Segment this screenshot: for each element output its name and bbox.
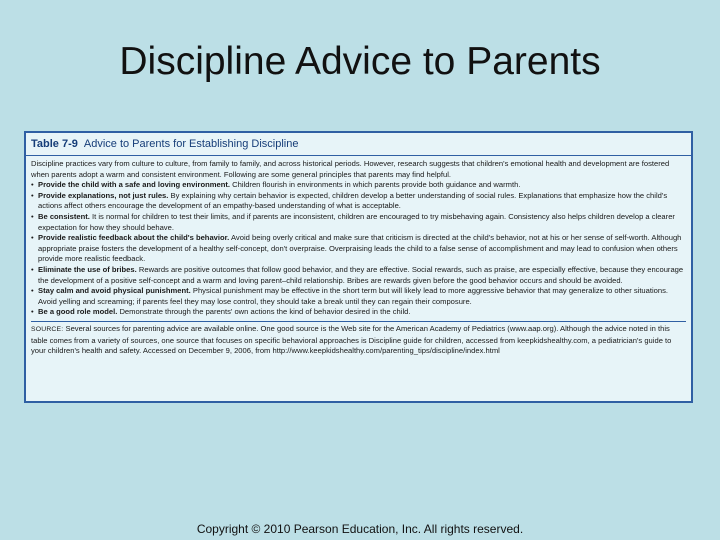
tip-text: Physical punishment may be effective in the short term but will likely lead to more aggressive behavior that may generalize to other situations. Avoid yelling and screaming; if parents feel they may lose control, they should take a break until they can regain their composure. xyxy=(38,286,669,306)
list-item xyxy=(31,191,686,212)
tip-heading: Provide explanations, not just rules. xyxy=(38,190,169,200)
tip-text: By explaining why certain behavior is expected, children develop a better understanding of social rules. Explanations that emphasize how the child's actions affect others encourage the development of an empathy-based understanding of what is acceptable. xyxy=(38,190,668,211)
tip-text: Demonstrate through the parents' own actions the kind of behavior desired in the child. xyxy=(119,307,411,317)
tip-text: Children flourish in environments in which parents provide both guidance and warmth. xyxy=(232,180,521,190)
list-item xyxy=(31,265,686,286)
tip-heading: Be consistent. xyxy=(38,211,90,221)
table-source xyxy=(31,321,686,357)
list-item xyxy=(31,212,686,233)
advice-table xyxy=(24,131,693,403)
tip-heading: Provide realistic feedback about the child's behavior. xyxy=(38,233,230,243)
table-header xyxy=(26,133,691,156)
tips-list xyxy=(31,180,686,318)
tip-heading: Provide the child with a safe and loving environment. xyxy=(38,180,230,190)
tip-text: Rewards are positive outcomes that follow good behavior, and they are effective. Social rewards, such as praise, are especially effective, because they encourage the development of a positive self-concept and a warm and loving parent–child relationship. Bribes are rewards given before the good behavior occurs and should be avoided. xyxy=(38,264,684,285)
source-text: Several sources for parenting advice are available online. One good source is the Web site for the American Academy of Pediatrics (www.aap.org). Although the advice noted in this table comes from a variety of sources, one source that focuses on specific behavioral approaches is Discipline guide for children, accessed from keepkidshealthy.com, a pediatrician's guide to your children's health and safety. Accessed on December 9, 2006, from http://www.keepkidshealthy.com/parenting_tips/discipline/index.html xyxy=(31,323,672,356)
list-item xyxy=(31,286,686,307)
tip-heading: Be a good role model. xyxy=(38,307,118,317)
tip-text: Avoid being overly critical and make sure that criticism is directed at the child's behavior, not at his or her sense of self-worth. Although appropriate praise fosters the development of a healthy self-concept, don't overpraise. Overpraising leads the child to a false sense of accomplishment and may lead to confusion when others provide more realistic feedback. xyxy=(38,233,682,264)
list-item xyxy=(31,233,686,265)
tip-heading: Stay calm and avoid physical punishment. xyxy=(38,286,191,296)
list-item xyxy=(31,180,686,191)
table-title: Advice to Parents for Establishing Discipline xyxy=(83,138,299,150)
table-intro: Discipline practices vary from culture to culture, from family to family, and across historical periods. However, research suggests that children's emotional health and development are fostered when parents adopt a warm and consistent environment. Following are some general principles that parents may find helpful. xyxy=(31,159,670,179)
tip-text: It is normal for children to test their limits, and if parents are inconsistent, children are encouraged to try misbehaving again. Consistency also helps children develop a clearer expectation for how they should behave. xyxy=(38,211,675,232)
tip-heading: Eliminate the use of bribes. xyxy=(38,264,137,274)
source-label: SOURCE: xyxy=(31,325,64,333)
slide-title: Discipline Advice to Parents xyxy=(119,40,601,83)
table-body xyxy=(26,156,691,357)
table-number: Table 7-9 xyxy=(31,138,78,150)
copyright-notice: Copyright © 2010 Pearson Education, Inc. All rights reserved. xyxy=(196,522,524,536)
list-item xyxy=(31,307,686,318)
